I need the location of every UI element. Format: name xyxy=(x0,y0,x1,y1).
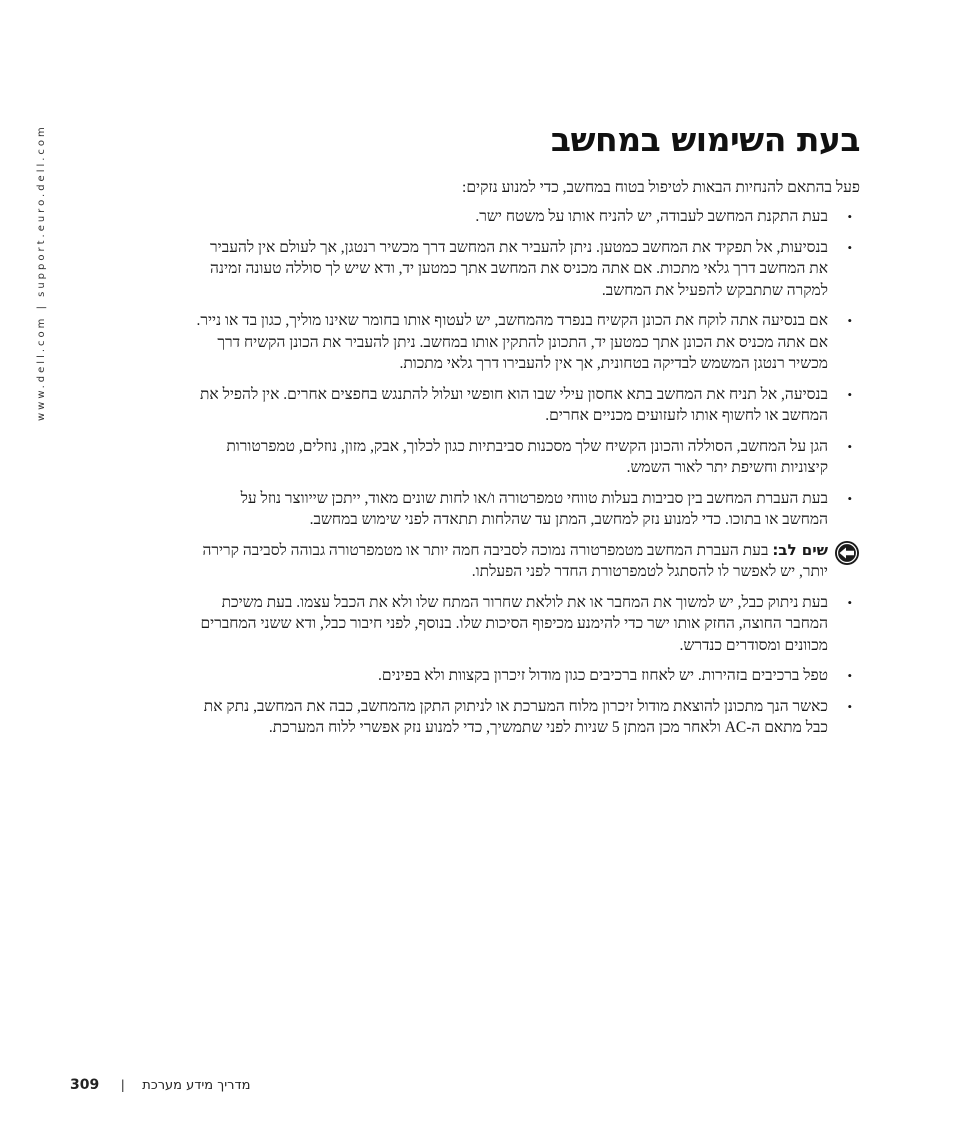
list-item xyxy=(196,436,860,479)
main-content xyxy=(196,120,860,748)
list-item xyxy=(196,488,860,531)
list-item xyxy=(196,310,860,375)
bullet-icon: • xyxy=(847,209,852,224)
list-item-text: טפל ברכיבים בזהירות. יש לאחוז ברכיבים כגון מודול זיכרון בקצוות ולא בפינים. xyxy=(378,667,828,684)
notice-label: שים לב: xyxy=(772,540,828,559)
footer-separator: | xyxy=(120,1078,125,1092)
page-number: 309 xyxy=(70,1077,100,1093)
list-item xyxy=(196,696,860,739)
bullet-icon: • xyxy=(847,313,852,328)
safety-list-top xyxy=(196,206,860,531)
bullet-icon: • xyxy=(847,490,852,506)
list-item xyxy=(196,665,860,687)
list-item xyxy=(196,592,860,657)
list-item-text: בנסיעות, אל תפקיד את המחשב כמטען. ניתן להעביר את המחשב דרך מכשיר רנטגן, אך לעולם אין להעביר את המחשב דרך גלאי מתכות. אם אתה מכניס את המחשב אתך כמטען יד, ודא שיש לך סוללה טעונה זמינה למקרה שתתבקש להפעיל את המחשב. xyxy=(210,238,828,299)
list-item-text: בנסיעה, אל תניח את המחשב בתא אחסון עילי שבו הוא חופשי ועלול להתנגש בחפצים אחרים. אין להפיל את המחשב או לחשוף אותו לזעזועים מכניים אחרים. xyxy=(199,385,828,424)
list-item-text: בעת העברת המחשב בין סביבות בעלות טווחי טמפרטורה ו/או לחות שונים מאוד, ייתכן שייווצר נוזל על המחשב או בתוכו. כדי למנוע נזק למחשב, המתן עד שהלחות תתאדה לפני שימוש במחשב. xyxy=(240,489,828,528)
list-item-text: כאשר הנך מתכונן להוצאת מודול זיכרון מלוח המערכת או לניתוק התקן מהמחשב, כבה את המחשב, נתק את כבל מתאם ה-AC ולאחר מכן המתן 5 שניות לפני שתמשיך, כדי למנוע נזק אפשרי ללוח המערכת. xyxy=(203,697,828,736)
list-item-text: בעת התקנת המחשב לעבודה, יש להניח אותו על משטח ישר. xyxy=(475,208,828,225)
list-item-text: בעת ניתוק כבל, יש למשוך את המחבר או את לולאת שחרור המתח שלו ולא את הכבל עצמו. בעת משיכת המחבר החוצה, החזק אותו ישר כדי להימנע מכיפוף הסיכות שלו. בנוסף, לפני חיבור כבל, ודא ששני המחברים מכוונים ומסודרים כנדרש. xyxy=(200,593,828,654)
list-item xyxy=(196,237,860,302)
intro-text: פעל בהתאם להנחיות הבאות לטיפול בטוח במחשב, כדי למנוע נזקים: xyxy=(462,179,860,196)
safety-list-bottom xyxy=(196,592,860,739)
notice-text: בעת העברת המחשב מטמפרטורה נמוכה לסביבה חמה יותר או מטמפרטורה גבוהה לסביבה קרירה יותר, יש לאפשר לו להסתגל לטמפרטורת החדר לפני הפעלתו. xyxy=(202,541,828,580)
side-url: www.dell.com | support.euro.dell.com xyxy=(36,124,47,421)
bullet-icon: • xyxy=(847,239,852,255)
bullet-icon: • xyxy=(847,594,852,610)
page-footer xyxy=(70,1077,250,1094)
bullet-icon: • xyxy=(847,698,852,714)
list-item-text: אם בנסיעה אתה לוקח את הכונן הקשיח בנפרד מהמחשב, יש לעטוף אותו בחומר שאינו מוליך, כגון בד או נייר. אם אתה מכניס את הכונן אתך כמטען יד, התכונן להתקין אותו במחשב. ניתן להעביר את הכונן הקשיח דרך מכשיר רנטגן המשמש לבדיקה בטחונית, אך אין להעבירו דרך גלאי מתכות. xyxy=(196,312,828,372)
bullet-icon: • xyxy=(847,668,852,683)
bullet-icon: • xyxy=(847,386,852,402)
guide-title: מדריך מידע מערכת xyxy=(142,1078,251,1093)
bullet-icon: • xyxy=(847,438,852,454)
list-item-text: הגן על המחשב, הסוללה והכונן הקשיח שלך מסכנות סביבתיות כגון לכלוך, אבק, מזון, נוזלים, טמפרטורות קיצוניות וחשיפת יתר לאור השמש. xyxy=(226,437,828,476)
list-item xyxy=(196,384,860,427)
notice-box xyxy=(196,540,860,583)
list-item xyxy=(196,206,860,228)
page-title: בעת השימוש במחשב xyxy=(550,120,860,159)
notice-arrow-icon xyxy=(834,540,860,566)
